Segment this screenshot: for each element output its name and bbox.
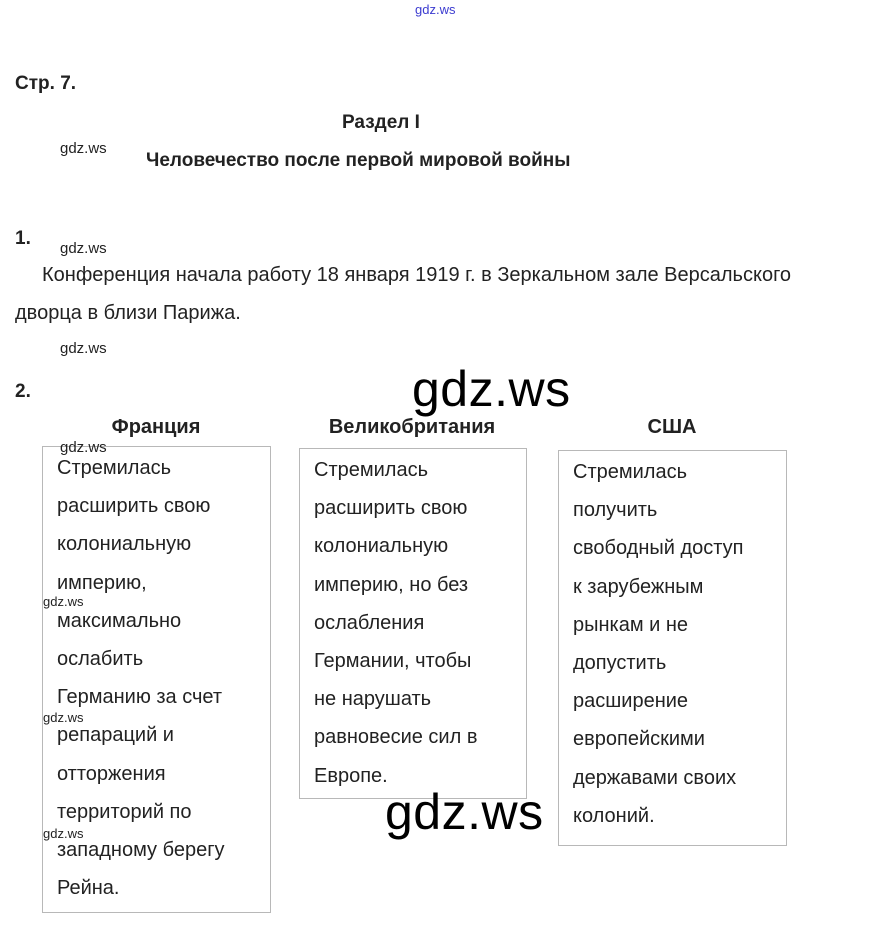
france-line: ослабить [57, 648, 144, 671]
britain-line: Германии, чтобы [314, 650, 472, 673]
task-2-number: 2. [15, 381, 31, 402]
france-line: репараций и [57, 724, 174, 747]
watermark-large: gdz.ws [412, 361, 571, 417]
britain-line: расширить свою [314, 497, 468, 520]
france-line: Рейна. [57, 877, 120, 900]
watermark-large: gdz.ws [385, 784, 544, 840]
usa-box [558, 450, 787, 846]
usa-line: рынкам и не [573, 613, 689, 636]
usa-line: свободный доступ [573, 537, 744, 560]
section-heading: Раздел I [342, 112, 420, 133]
britain-box [299, 448, 527, 799]
task-1-text [15, 256, 885, 332]
usa-line: колоний. [573, 804, 655, 827]
britain-line: Европе. [314, 764, 388, 787]
usa-line: получить [573, 499, 658, 522]
watermark-small: gdz.ws [60, 140, 107, 157]
france-line: западному берегу [57, 839, 225, 862]
watermark-small: gdz.ws [43, 826, 84, 841]
page-title: Человечество после первой мировой войны [146, 150, 571, 171]
france-line: империю, [57, 571, 147, 594]
britain-line: Стремилась [314, 459, 428, 481]
watermark-small: gdz.ws [60, 340, 107, 357]
task-1-line: дворца в близи Парижа. [15, 302, 241, 324]
column-title-france: Франция [111, 416, 201, 438]
usa-line: Стремилась [573, 461, 687, 483]
france-line: Стремилась [57, 457, 171, 479]
watermark-small: gdz.ws [60, 240, 107, 257]
britain-line: равновесие сил в [314, 726, 478, 749]
usa-line: к зарубежным [573, 575, 704, 598]
france-line: территорий по [57, 800, 192, 823]
column-title-usa: США [647, 416, 697, 438]
watermark-small: gdz.ws [60, 439, 107, 456]
usa-line: расширение [573, 690, 689, 713]
watermark-small: gdz.ws [43, 710, 84, 725]
france-line: отторжения [57, 762, 166, 785]
britain-line: ослабления [314, 611, 425, 634]
britain-line: империю, но без [314, 573, 469, 596]
task-1-line: Конференция начала работу 18 января 1919 г. в Зеркальном зале Версальского [42, 264, 792, 286]
france-box [42, 446, 271, 913]
watermark-top: gdz.ws [415, 2, 456, 17]
usa-line: европейскими [573, 728, 705, 751]
task-1-number: 1. [15, 228, 31, 249]
france-line: Германию за счет [57, 686, 223, 709]
usa-line: державами своих [573, 766, 737, 789]
page-reference: Стр. 7. [15, 73, 77, 94]
britain-line: не нарушать [314, 688, 432, 711]
watermark-small: gdz.ws [43, 594, 84, 609]
usa-line: допустить [573, 652, 667, 675]
france-line: расширить свою [57, 495, 211, 518]
column-title-britain: Великобритания [328, 416, 496, 438]
france-line: максимально [57, 609, 182, 632]
france-line: колониальную [57, 533, 192, 556]
britain-line: колониальную [314, 535, 449, 558]
